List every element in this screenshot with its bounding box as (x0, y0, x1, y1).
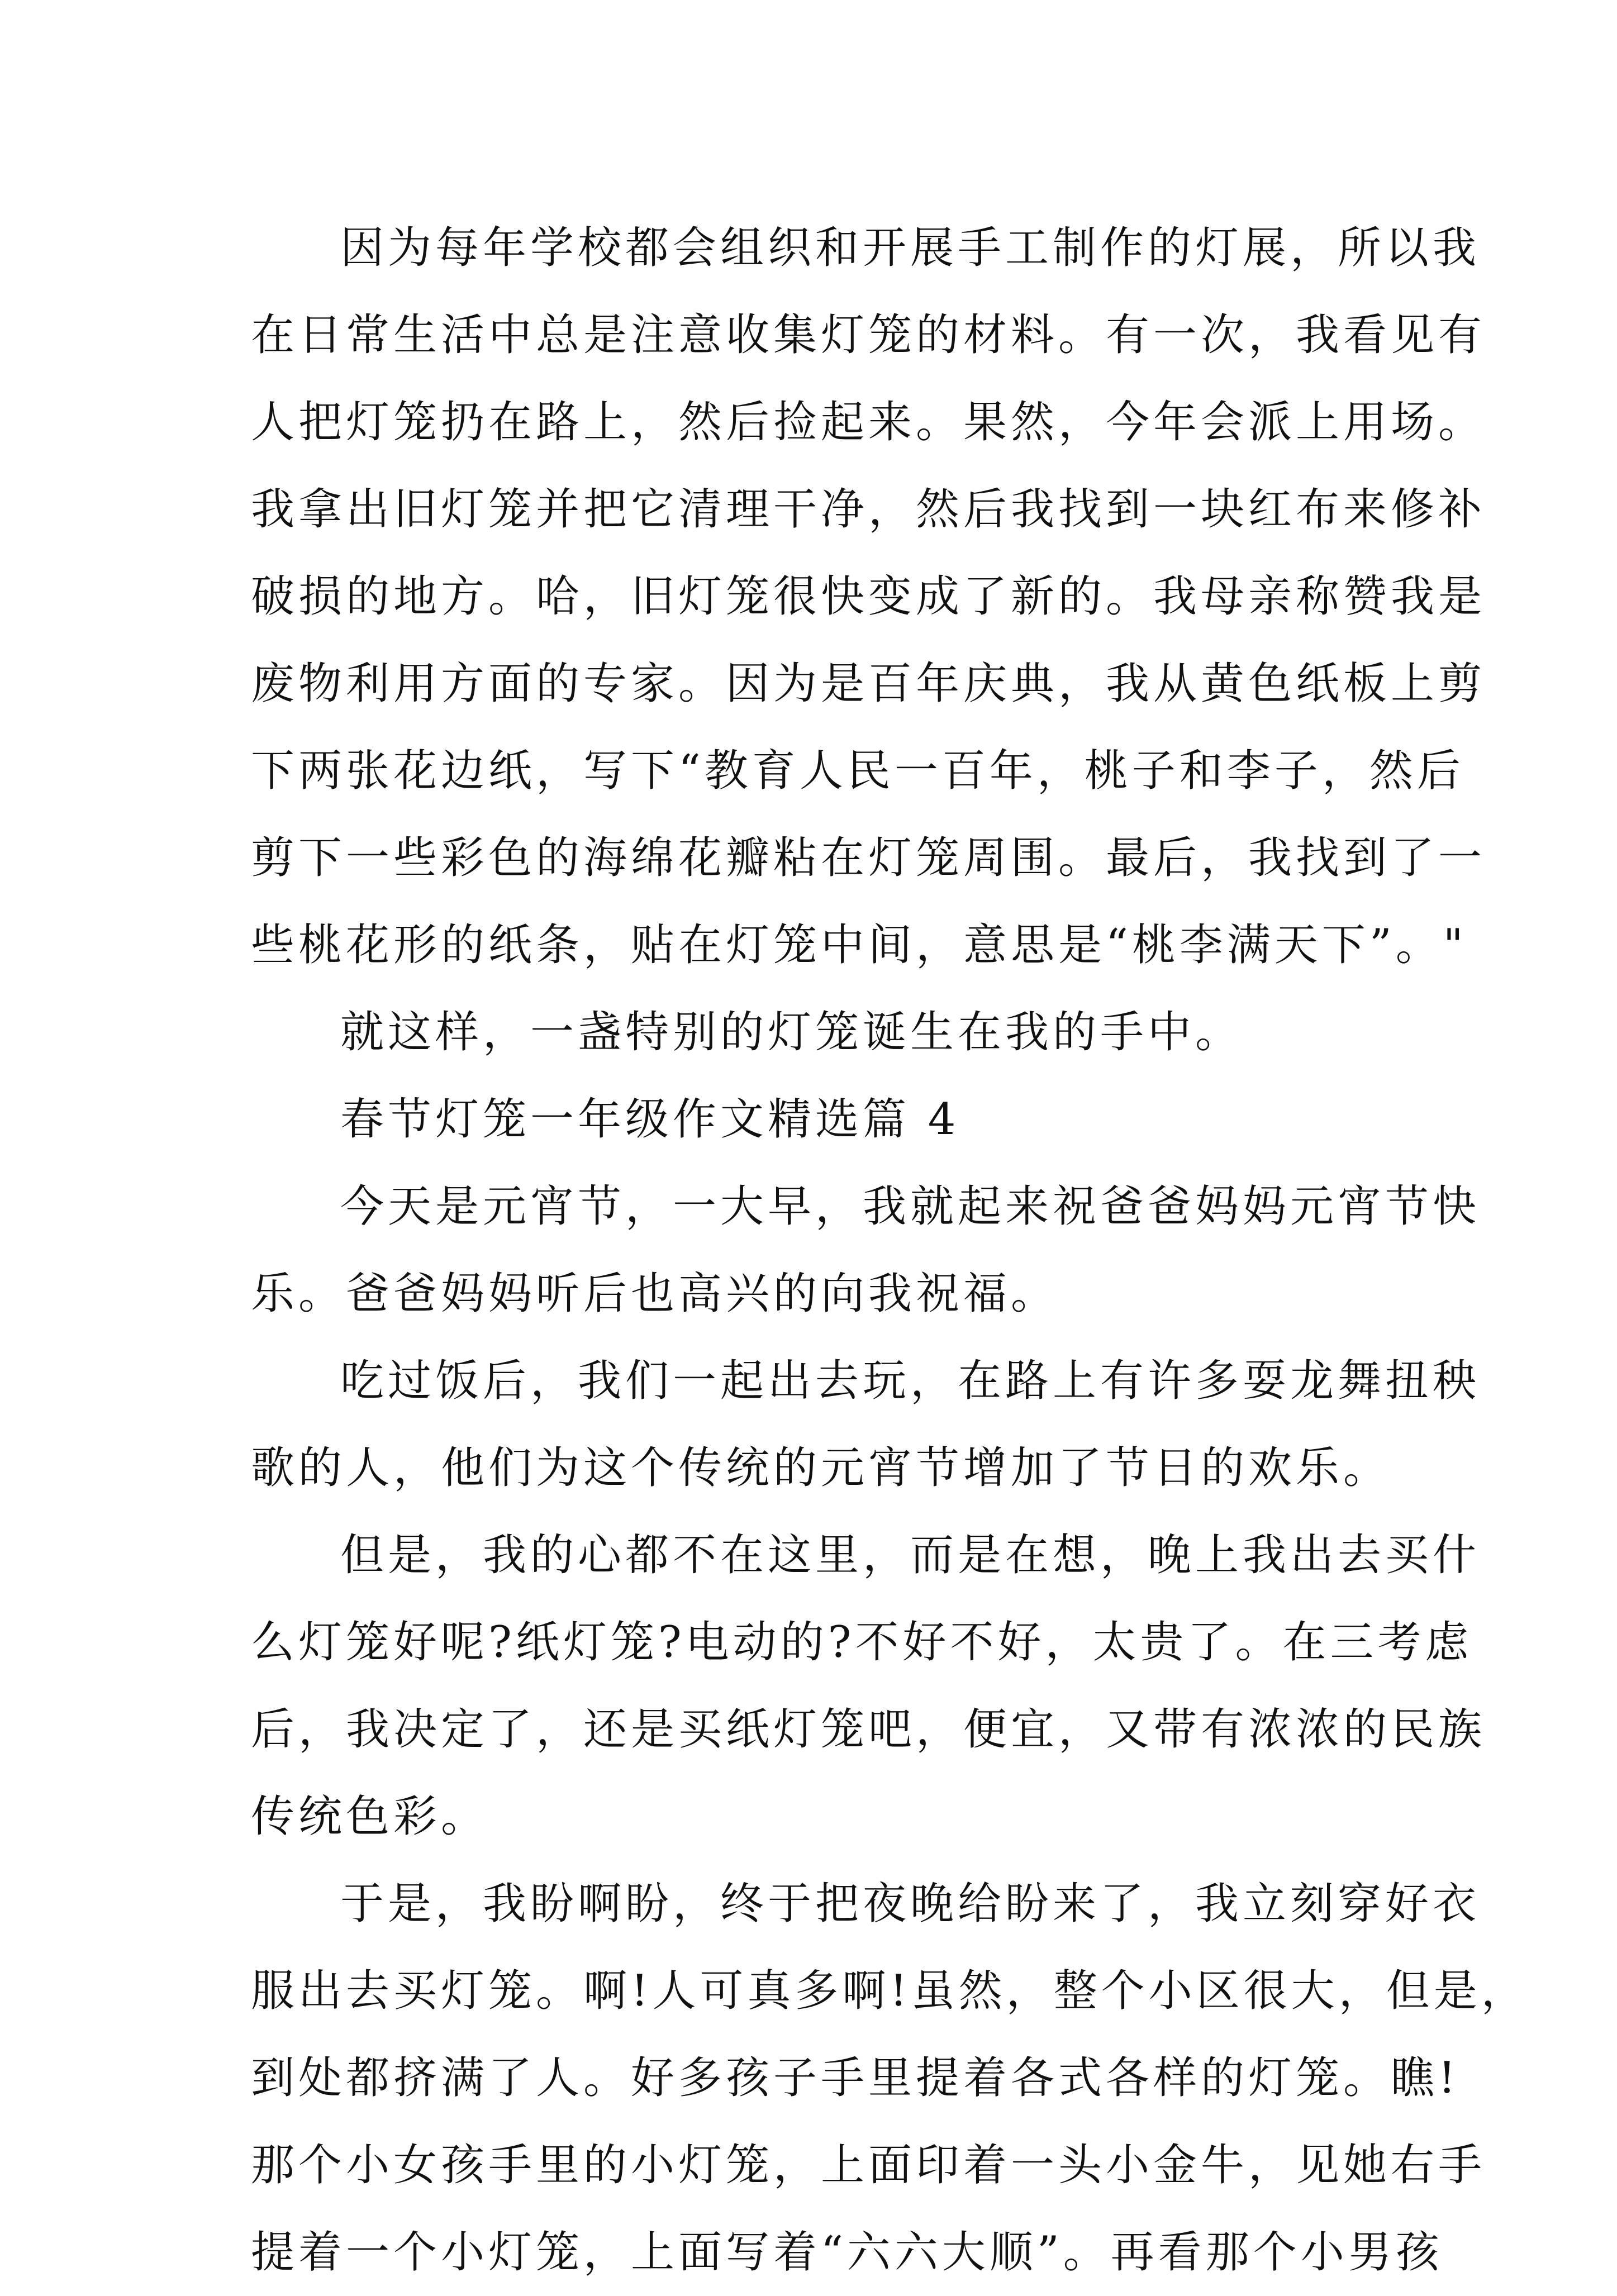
text-line: 到处都挤满了人。好多孩子手里提着各式各样的灯笼。瞧! (251, 2053, 1460, 2103)
text-line: 在日常生活中总是注意收集灯笼的材料。有一次，我看见有 (251, 310, 1486, 360)
text-line: 么灯笼好呢?纸灯笼?电动的?不好不好，太贵了。在三考虑 (251, 1617, 1473, 1668)
section-heading: 春节灯笼一年级作文精选篇 4 (340, 1094, 960, 1145)
text-line: 于是，我盼啊盼，终于把夜晚给盼来了，我立刻穿好衣 (340, 1879, 1481, 1929)
text-line: 乐。爸爸妈妈听后也高兴的向我祝福。 (251, 1269, 1059, 1319)
text-line: 歌的人，他们为这个传统的元宵节增加了节日的欢乐。 (251, 1443, 1391, 1493)
text-line: 后，我决定了，还是买纸灯笼吧，便宜，又带有浓浓的民族 (251, 1704, 1486, 1755)
text-line: 提着一个小灯笼，上面写着“六六大顺”。再看那个小男孩 (251, 2227, 1443, 2278)
text-line: 服出去买灯笼。啊!人可真多啊!虽然，整个小区很大，但是， (251, 1966, 1529, 2016)
text-line: 破损的地方。哈，旧灯笼很快变成了新的。我母亲称赞我是 (251, 571, 1486, 622)
text-line: 废物利用方面的专家。因为是百年庆典，我从黄色纸板上剪 (251, 659, 1486, 709)
document-body (251, 204, 1529, 2296)
text-line: 就这样，一盏特别的灯笼诞生在我的手中。 (340, 1007, 1243, 1058)
text-line: 但是，我的心都不在这里，而是在想，晚上我出去买什 (340, 1530, 1481, 1580)
text-line: 那个小女孩手里的小灯笼，上面印着一头小金牛，见她右手 (251, 2140, 1486, 2190)
text-line: 今天是元宵节，一大早，我就起来祝爸爸妈妈元宵节快 (340, 1182, 1481, 1232)
text-line: 因为每年学校都会组织和开展手工制作的灯展，所以我 (340, 223, 1481, 273)
text-line: 剪下一些彩色的海绵花瓣粘在灯笼周围。最后，我找到了一 (251, 833, 1486, 883)
text-line: 吃过饭后，我们一起出去玩，在路上有许多耍龙舞扭秧 (340, 1356, 1481, 1406)
text-line: 人把灯笼扔在路上，然后捡起来。果然，今年会派上用场。 (251, 397, 1486, 447)
text-line: 传统色彩。 (251, 1792, 489, 1842)
text-line: 下两张花边纸，写下“教育人民一百年，桃子和李子，然后 (251, 746, 1464, 796)
text-line: 我拿出旧灯笼并把它清理干净，然后我找到一块红布来修补 (251, 484, 1486, 535)
text-line: 些桃花形的纸条，贴在灯笼中间，意思是“桃李满天下”。" (251, 920, 1467, 970)
